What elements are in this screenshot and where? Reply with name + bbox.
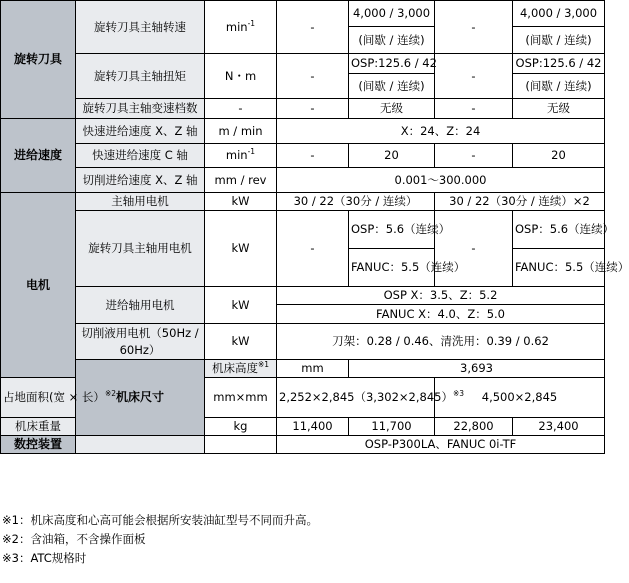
spindle-speed-c: - — [435, 1, 513, 54]
rapid-xz-unit: m / min — [205, 119, 277, 144]
section-nc: 数控装置 — [1, 436, 76, 454]
spindle-torque-d: OSP:125.6 / 42 — [513, 54, 605, 74]
spindle-motor-unit: kW — [205, 193, 277, 211]
footnote-3: ※3：ATC规格时 — [2, 551, 87, 565]
tool-motor-d-fanuc: FANUC：5.5（连续） — [513, 249, 605, 287]
section-feed-rate: 进给速度 — [1, 119, 76, 193]
spindle-torque-d-note: (间歇 / 连续) — [513, 74, 605, 99]
height-value: 3,693 — [349, 360, 605, 378]
floor-space-unit: mm×mm — [205, 378, 277, 418]
spindle-torque-c: - — [435, 54, 513, 99]
spindle-steps-d: 无级 — [513, 99, 605, 119]
feed-motor-label: 进给轴用电机 — [76, 287, 205, 324]
weight-unit: kg — [205, 418, 277, 436]
rapid-c-b: 20 — [349, 144, 435, 168]
floor-space-label: 占地面积(宽 × 长）$^{※2}$ — [1, 378, 76, 418]
weight-a: 11,400 — [277, 418, 349, 436]
weight-b: 11,700 — [349, 418, 435, 436]
coolant-motor-label: 切削液用电机（50Hz / 60Hz） — [76, 324, 205, 360]
spindle-speed-d: 4,000 / 3,000 — [513, 1, 605, 27]
cutting-feed-value: 0.001～300.000 — [277, 168, 605, 193]
section-rotary-tool: 旋转刀具 — [1, 1, 76, 119]
tool-motor-b-fanuc: FANUC：5.5（连续） — [349, 249, 435, 287]
tool-motor-d-osp: OSP：5.6（连续） — [513, 211, 605, 249]
spindle-steps-a: - — [277, 99, 349, 119]
coolant-motor-value: 刀架：0.28 / 0.46、清洗用：0.39 / 0.62 — [277, 324, 605, 360]
spindle-steps-b: 无级 — [349, 99, 435, 119]
spindle-steps-c: - — [435, 99, 513, 119]
section-machine-size: 机床尺寸 — [76, 360, 205, 436]
nc-value: OSP-P300LA、FANUC 0i-TF — [277, 436, 605, 454]
weight-label: 机床重量 — [1, 418, 76, 436]
tool-motor-b-osp: OSP：5.6（连续） — [349, 211, 435, 249]
feed-motor-fanuc: FANUC X：4.0、Z：5.0 — [277, 305, 605, 324]
spindle-torque-a: - — [277, 54, 349, 99]
rapid-c-c: - — [435, 144, 513, 168]
spindle-torque-b-note: (间歇 / 连续) — [349, 74, 435, 99]
rapid-c-d: 20 — [513, 144, 605, 168]
rapid-c-a: - — [277, 144, 349, 168]
spindle-speed-b-note: (间歇 / 连续) — [349, 27, 435, 54]
height-label: 机床高度$^{※1}$ — [205, 360, 277, 378]
rapid-c-unit: $\min^{-1}$ — [205, 144, 277, 168]
feed-motor-unit: kW — [205, 287, 277, 324]
nc-unit-empty — [205, 436, 277, 454]
spindle-motor-label: 主轴用电机 — [76, 193, 205, 211]
spindle-speed-d-note: (间歇 / 连续) — [513, 27, 605, 54]
weight-d: 23,400 — [513, 418, 605, 436]
tool-motor-unit: kW — [205, 211, 277, 287]
spindle-motor-cd: 30 / 22（30分 / 连续）×2 — [435, 193, 605, 211]
spindle-torque-unit: N・m — [205, 54, 277, 99]
weight-c: 22,800 — [435, 418, 513, 436]
footnote-1: ※1：机床高度和心高可能会根据所安装油缸型号不同而升高。 — [2, 513, 318, 527]
tool-motor-a: - — [277, 211, 349, 287]
section-motor: 电机 — [1, 193, 76, 378]
cutting-feed-label: 切削进给速度 X、Z 轴 — [76, 168, 205, 193]
rapid-c-label: 快速进给速度 C 轴 — [76, 144, 205, 168]
spindle-torque-b: OSP:125.6 / 42 — [349, 54, 435, 74]
coolant-motor-unit: kW — [205, 324, 277, 360]
spindle-speed-unit: $\min^{-1}$ — [205, 1, 277, 54]
rapid-xz-label: 快速进给速度 X、Z 轴 — [76, 119, 205, 144]
floor-space-cd: 4,500×2,845 — [435, 378, 605, 418]
floor-space-ab: $2,252\times 2,845(3,302\times 2,845)^{※3}$ — [277, 378, 435, 418]
spindle-speed-a: - — [277, 1, 349, 54]
feed-motor-osp: OSP X：3.5、Z：5.2 — [277, 287, 605, 305]
tool-motor-c: - — [435, 211, 513, 287]
nc-label-empty — [76, 436, 205, 454]
spindle-speed-b: 4,000 / 3,000 — [349, 1, 435, 27]
spindle-steps-label: 旋转刀具主轴变速档数 — [76, 99, 205, 119]
cutting-feed-unit: mm / rev — [205, 168, 277, 193]
footnote-2: ※2：含油箱，不含操作面板 — [2, 532, 146, 546]
rapid-xz-value: X：24、Z：24 — [277, 119, 605, 144]
tool-motor-label: 旋转刀具主轴用电机 — [76, 211, 205, 287]
spindle-speed-label: 旋转刀具主轴转速 — [76, 1, 205, 54]
spindle-motor-ab: 30 / 22（30分 / 连续） — [277, 193, 435, 211]
footnotes — [2, 511, 318, 568]
spindle-steps-unit: - — [205, 99, 277, 119]
spindle-torque-label: 旋转刀具主轴扭矩 — [76, 54, 205, 99]
height-unit: mm — [277, 360, 349, 378]
